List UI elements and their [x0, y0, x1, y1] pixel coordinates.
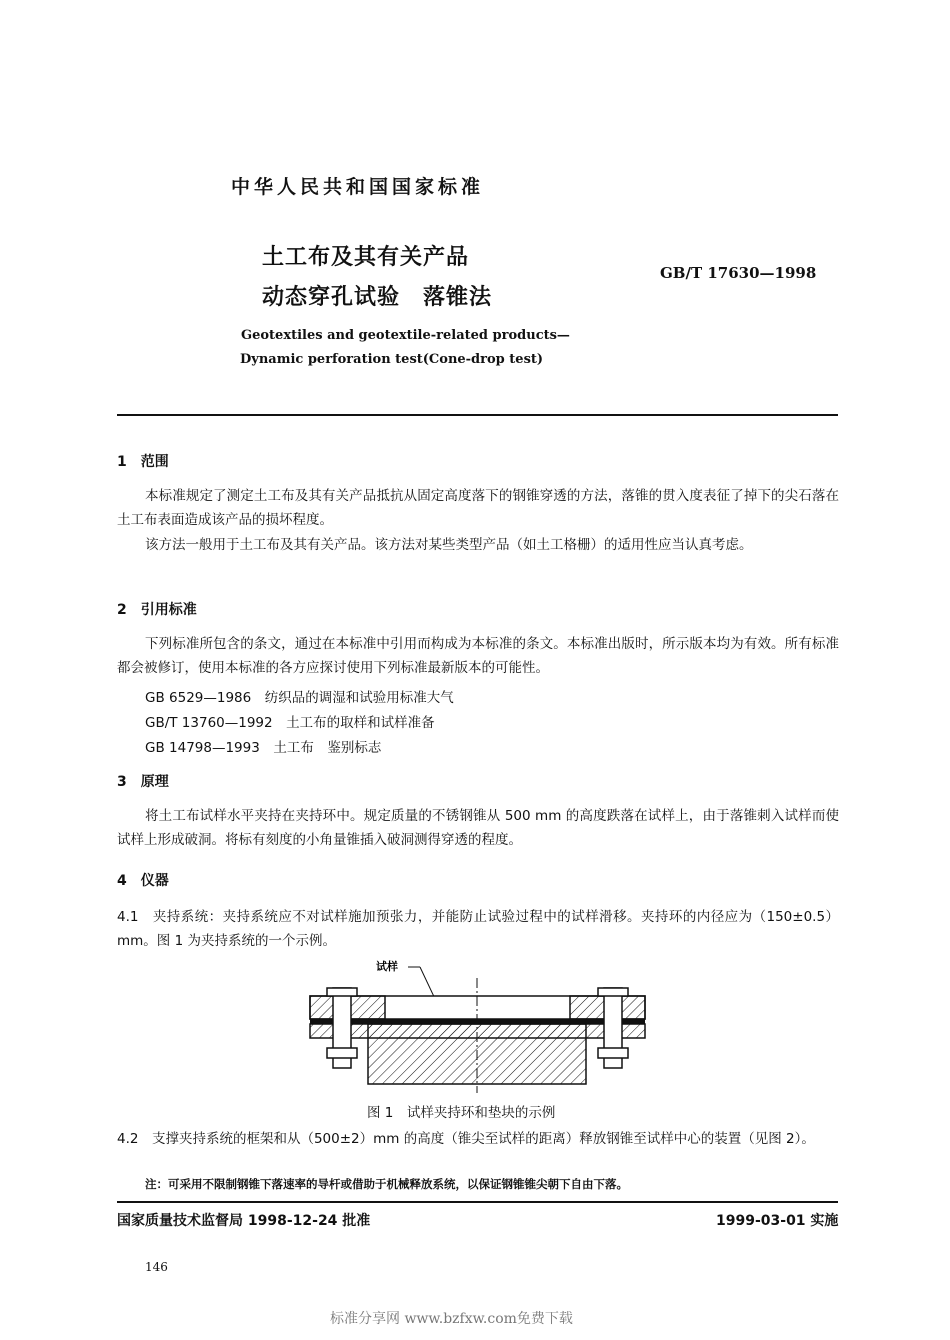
section-2-heading: 2 引用标准 [117, 602, 197, 618]
english-title-line-2: Dynamic perforation test(Cone-drop test) [240, 352, 544, 367]
section-1-paragraph-2: 该方法一般用于土工布及其有关产品。该方法对某些类型产品（如土工格栅）的适用性应当认真考虑。 [145, 537, 753, 553]
reference-item: GB/T 13760—1992 土工布的取样和试样准备 [145, 715, 435, 731]
clamping-ring-figure [300, 958, 655, 1098]
approval-date: 国家质量技术监督局 1998-12-24 批准 [117, 1213, 371, 1229]
reference-item: GB 6529—1986 纺织品的调湿和试验用标准大气 [145, 690, 454, 706]
national-standard-heading: 中华人民共和国国家标准 [231, 176, 485, 198]
english-title-line-1: Geotextiles and geotextile-related products— [241, 328, 570, 343]
title-line-1: 土工布及其有关产品 [262, 245, 470, 270]
section-3-paragraph-1: 将土工布试样水平夹持在夹持环中。规定质量的不锈钢锥从 500 mm 的高度跌落在试样上，由于落锥刺入试样而使试样上形成破洞。将标有刻度的小角量锥插入破洞测得穿透的程度。 [117, 808, 839, 848]
section-3-heading: 3 原理 [117, 774, 169, 790]
header-rule [117, 414, 838, 416]
section-1-paragraph-1: 本标准规定了测定土工布及其有关产品抵抗从固定高度落下的钢锥穿透的方法，落锥的贯入度表征了掉下的尖石落在土工布表面造成该产品的损坏程度。 [117, 488, 839, 528]
standard-number: GB/T 17630—1998 [660, 264, 817, 282]
reference-item: GB 14798—1993 土工布 鉴别标志 [145, 740, 382, 756]
title-line-2: 动态穿孔试验 落锥法 [262, 285, 493, 310]
clause-4-1: 4.1 夹持系统：夹持系统应不对试样施加预张力，并能防止试验过程中的试样滑移。夹持环的内径应为（150±0.5）mm。图 1 为夹持系统的一个示例。 [117, 909, 839, 949]
section-1-heading: 1 范围 [117, 454, 169, 470]
specimen-label: 试样 [376, 960, 398, 973]
watermark: 标准分享网 www.bzfxw.com免费下载 [330, 1311, 573, 1327]
section-2-paragraph-1: 下列标准所包含的条文，通过在本标准中引用而构成为本标准的条文。本标准出版时，所示版本均为有效。所有标准都会被修订，使用本标准的各方应探讨使用下列标准最新版本的可能性。 [117, 636, 839, 676]
clause-4-2: 4.2 支撑夹持系统的框架和从（500±2）mm 的高度（锥尖至试样的距离）释放钢锥至试样中心的装置（见图 2）。 [117, 1131, 815, 1147]
note: 注：可采用不限制钢锥下落速率的导杆或借助于机械释放系统，以保证钢锥锥尖朝下自由下落。 [145, 1177, 628, 1191]
footer-rule [117, 1201, 838, 1203]
section-4-heading: 4 仪器 [117, 873, 169, 889]
page-number: 146 [145, 1260, 168, 1274]
implementation-date: 1999-03-01 实施 [716, 1213, 839, 1229]
figure-1-caption: 图 1 试样夹持环和垫块的示例 [367, 1105, 556, 1121]
